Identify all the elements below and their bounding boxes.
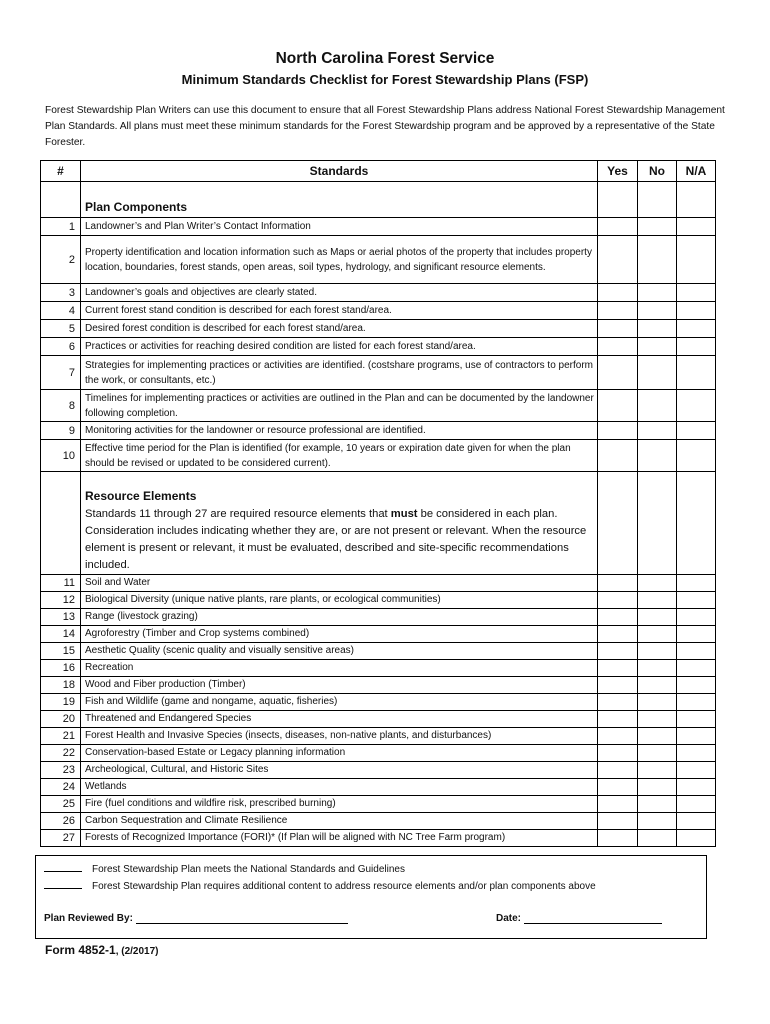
standard-number: 27 (41, 829, 81, 846)
standard-text: Carbon Sequestration and Climate Resilience (81, 812, 598, 829)
table-row (41, 338, 716, 356)
table-row (41, 218, 716, 236)
header-num: # (41, 161, 81, 182)
table-row (41, 727, 716, 744)
checkbox-na[interactable] (677, 591, 716, 608)
reviewer-signature-line[interactable] (136, 913, 348, 924)
checkbox-yes[interactable] (598, 625, 638, 642)
standard-number: 22 (41, 744, 81, 761)
standard-number: 11 (41, 574, 81, 591)
checkbox-no[interactable] (638, 761, 677, 778)
checkbox-no[interactable] (638, 236, 677, 284)
checkbox-yes[interactable] (598, 574, 638, 591)
standard-text: Forests of Recognized Importance (FORI)* (If Plan will be aligned with NC Tree Farm program) (81, 829, 598, 846)
checkbox-yes[interactable] (598, 778, 638, 795)
standard-text: Range (livestock grazing) (81, 608, 598, 625)
standard-text: Current forest stand condition is described for each forest stand/area. (81, 302, 598, 320)
checkbox-no[interactable] (638, 356, 677, 390)
checkbox-yes[interactable] (598, 812, 638, 829)
standard-text: Agroforestry (Timber and Crop systems combined) (81, 625, 598, 642)
table-row (41, 778, 716, 795)
checkbox-yes[interactable] (598, 390, 638, 422)
table-row (41, 284, 716, 302)
checkbox-no[interactable] (638, 625, 677, 642)
checkbox-yes[interactable] (598, 761, 638, 778)
checkbox-yes[interactable] (598, 744, 638, 761)
page-title: North Carolina Forest Service (275, 50, 495, 67)
table-row (41, 390, 716, 422)
checkbox-na[interactable] (677, 761, 716, 778)
table-row (41, 812, 716, 829)
checkbox-na[interactable] (677, 284, 716, 302)
checkbox-na[interactable] (677, 659, 716, 676)
standard-text: Forest Health and Invasive Species (insects, diseases, non-native plants, and disturbances) (81, 727, 598, 744)
checkbox-yes[interactable] (598, 693, 638, 710)
standard-number: 8 (41, 390, 81, 422)
checkbox-no[interactable] (638, 642, 677, 659)
standard-number: 13 (41, 608, 81, 625)
section-row (41, 472, 716, 506)
checkbox-no[interactable] (638, 795, 677, 812)
plan-components-body (41, 182, 716, 472)
standard-number: 12 (41, 591, 81, 608)
table-row (41, 829, 716, 846)
checkbox-no[interactable] (638, 727, 677, 744)
header-yes: Yes (598, 161, 638, 182)
standard-number: 24 (41, 778, 81, 795)
intro-paragraph: Forest Stewardship Plan Writers can use this document to ensure that all Forest Stewardship Plans address National Forest Stewardship Management Plan Standards. All plans must meet these minimum standards for the Forest Stewardship program and be approved by a representative of the State Forester. (45, 105, 725, 148)
checkbox-na[interactable] (677, 338, 716, 356)
date-line[interactable] (524, 913, 662, 924)
standard-text: Wood and Fiber production (Timber) (81, 676, 598, 693)
standard-text: Biological Diversity (unique native plants, rare plants, or ecological communities) (81, 591, 598, 608)
checkbox-no[interactable] (638, 693, 677, 710)
section-title-resource-elements: Resource Elements (81, 472, 598, 506)
standard-text: Wetlands (81, 778, 598, 795)
checkbox-na[interactable] (677, 676, 716, 693)
checkbox-no[interactable] (638, 744, 677, 761)
checkbox-no[interactable] (638, 320, 677, 338)
standard-number: 3 (41, 284, 81, 302)
option-meets-standards: Forest Stewardship Plan meets the National Standards and Guidelines (44, 864, 405, 875)
standard-number: 16 (41, 659, 81, 676)
standard-text: Landowner’s and Plan Writer’s Contact Information (81, 218, 598, 236)
standard-text: Conservation-based Estate or Legacy planning information (81, 744, 598, 761)
standard-text: Threatened and Endangered Species (81, 710, 598, 727)
checkbox-na[interactable] (677, 574, 716, 591)
checkbox-yes[interactable] (598, 302, 638, 320)
form-number: Form 4852-1, (2/2017) (45, 943, 159, 957)
header-na: N/A (677, 161, 716, 182)
checkbox-na[interactable] (677, 778, 716, 795)
checkbox-no[interactable] (638, 710, 677, 727)
checkbox-na[interactable] (677, 302, 716, 320)
header-no: No (638, 161, 677, 182)
checkbox-no[interactable] (638, 659, 677, 676)
checkbox-yes[interactable] (598, 422, 638, 440)
checkbox-yes[interactable] (598, 676, 638, 693)
checkbox-na[interactable] (677, 218, 716, 236)
plan-reviewed-by: Plan Reviewed By: (44, 913, 348, 924)
standard-number: 18 (41, 676, 81, 693)
header-standards: Standards (81, 161, 598, 182)
standard-text: Fish and Wildlife (game and nongame, aquatic, fisheries) (81, 693, 598, 710)
checkbox-yes[interactable] (598, 338, 638, 356)
checkbox-yes[interactable] (598, 284, 638, 302)
standard-number: 21 (41, 727, 81, 744)
option-requires-content: Forest Stewardship Plan requires additional content to address resource elements and/or plan components above (44, 881, 596, 892)
checkbox-na[interactable] (677, 642, 716, 659)
section-row (41, 182, 716, 218)
resource-elements-body (41, 472, 716, 847)
checkbox-no[interactable] (638, 218, 677, 236)
checkbox-no[interactable] (638, 440, 677, 472)
checkbox-yes[interactable] (598, 440, 638, 472)
table-row (41, 422, 716, 440)
standard-text: Timelines for implementing practices or activities are outlined in the Plan and can be documented by the landowner following completion. (81, 390, 598, 422)
table-row (41, 440, 716, 472)
standard-number: 9 (41, 422, 81, 440)
checkbox-yes[interactable] (598, 608, 638, 625)
table-row (41, 761, 716, 778)
section-title-plan-components: Plan Components (81, 182, 598, 218)
table-row (41, 795, 716, 812)
checkbox-na[interactable] (677, 693, 716, 710)
section-note-row (41, 506, 716, 575)
checkbox-no[interactable] (638, 829, 677, 846)
checkbox-yes[interactable] (598, 236, 638, 284)
checkbox-na[interactable] (677, 744, 716, 761)
checkbox-na[interactable] (677, 812, 716, 829)
table-row (41, 642, 716, 659)
standard-text: Desired forest condition is described for each forest stand/area. (81, 320, 598, 338)
checkbox-na[interactable] (677, 440, 716, 472)
standard-text: Soil and Water (81, 574, 598, 591)
checkbox-na[interactable] (677, 422, 716, 440)
checkbox-na[interactable] (677, 795, 716, 812)
checkbox-na[interactable] (677, 829, 716, 846)
checkbox-na[interactable] (677, 356, 716, 390)
standard-text: Landowner’s goals and objectives are clearly stated. (81, 284, 598, 302)
checkbox-yes[interactable] (598, 710, 638, 727)
standard-text: Archeological, Cultural, and Historic Sites (81, 761, 598, 778)
checkbox-na[interactable] (677, 390, 716, 422)
resource-elements-note: Standards 11 through 27 are required resource elements that must be considered in each plan. Consideration includes indicating whether they are, or are not present or relevant. When the resource element is present or relevant, it must be evaluated, described and site-specific recommendations included. (81, 506, 598, 575)
standard-number: 10 (41, 440, 81, 472)
standard-text: Property identification and location information such as Maps or aerial photos of the property that includes property location, boundaries, forest stands, open areas, soil types, hydrology, and significant resource elements. (81, 236, 598, 284)
standard-text: Fire (fuel conditions and wildfire risk, prescribed burning) (81, 795, 598, 812)
standard-number: 23 (41, 761, 81, 778)
checkbox-yes[interactable] (598, 591, 638, 608)
checkbox-na[interactable] (677, 320, 716, 338)
table-row (41, 710, 716, 727)
standard-number: 26 (41, 812, 81, 829)
checkbox-yes[interactable] (598, 218, 638, 236)
review-box (35, 855, 707, 939)
checkbox-no[interactable] (638, 574, 677, 591)
standard-number: 6 (41, 338, 81, 356)
table-row (41, 591, 716, 608)
standard-text: Monitoring activities for the landowner or resource professional are identified. (81, 422, 598, 440)
table-row (41, 236, 716, 284)
table-row (41, 356, 716, 390)
review-date: Date: (496, 913, 662, 924)
checkbox-no[interactable] (638, 302, 677, 320)
table-header-row (41, 161, 716, 182)
standard-number: 19 (41, 693, 81, 710)
standard-text: Effective time period for the Plan is identified (for example, 10 years or expiration date given for when the plan should be revised or updated to be considered current). (81, 440, 598, 472)
standard-text: Recreation (81, 659, 598, 676)
checkbox-yes[interactable] (598, 659, 638, 676)
checkbox-no[interactable] (638, 608, 677, 625)
checkbox-no[interactable] (638, 338, 677, 356)
table-row (41, 320, 716, 338)
standard-number: 5 (41, 320, 81, 338)
standard-number: 4 (41, 302, 81, 320)
standard-text: Aesthetic Quality (scenic quality and visually sensitive areas) (81, 642, 598, 659)
standard-number: 25 (41, 795, 81, 812)
checkbox-no[interactable] (638, 812, 677, 829)
checkbox-no[interactable] (638, 390, 677, 422)
checkbox-na[interactable] (677, 727, 716, 744)
checkbox-yes[interactable] (598, 829, 638, 846)
checkbox-no[interactable] (638, 778, 677, 795)
checkbox-no[interactable] (638, 284, 677, 302)
checkbox-no[interactable] (638, 591, 677, 608)
table-row (41, 302, 716, 320)
standard-number: 7 (41, 356, 81, 390)
option-blank[interactable] (44, 888, 82, 889)
table-row (41, 574, 716, 591)
checkbox-yes[interactable] (598, 795, 638, 812)
option-blank[interactable] (44, 871, 82, 872)
checkbox-yes[interactable] (598, 320, 638, 338)
page-subtitle: Minimum Standards Checklist for Forest Stewardship Plans (FSP) (181, 72, 589, 87)
standards-table (40, 160, 716, 847)
checkbox-na[interactable] (677, 608, 716, 625)
checkbox-yes[interactable] (598, 727, 638, 744)
checkbox-na[interactable] (677, 625, 716, 642)
standard-number: 14 (41, 625, 81, 642)
table-row (41, 693, 716, 710)
standard-text: Practices or activities for reaching desired condition are listed for each forest stand/area. (81, 338, 598, 356)
standard-number: 20 (41, 710, 81, 727)
checkbox-yes[interactable] (598, 642, 638, 659)
table-row (41, 625, 716, 642)
standard-number: 2 (41, 236, 81, 284)
checkbox-na[interactable] (677, 710, 716, 727)
standard-number: 1 (41, 218, 81, 236)
checkbox-no[interactable] (638, 422, 677, 440)
table-row (41, 676, 716, 693)
standard-number: 15 (41, 642, 81, 659)
table-row (41, 659, 716, 676)
checkbox-no[interactable] (638, 676, 677, 693)
checkbox-yes[interactable] (598, 356, 638, 390)
table-row (41, 744, 716, 761)
table-row (41, 608, 716, 625)
standard-text: Strategies for implementing practices or activities are identified. (costshare programs, use of contractors to perform the work, or consultants, etc.) (81, 356, 598, 390)
checkbox-na[interactable] (677, 236, 716, 284)
